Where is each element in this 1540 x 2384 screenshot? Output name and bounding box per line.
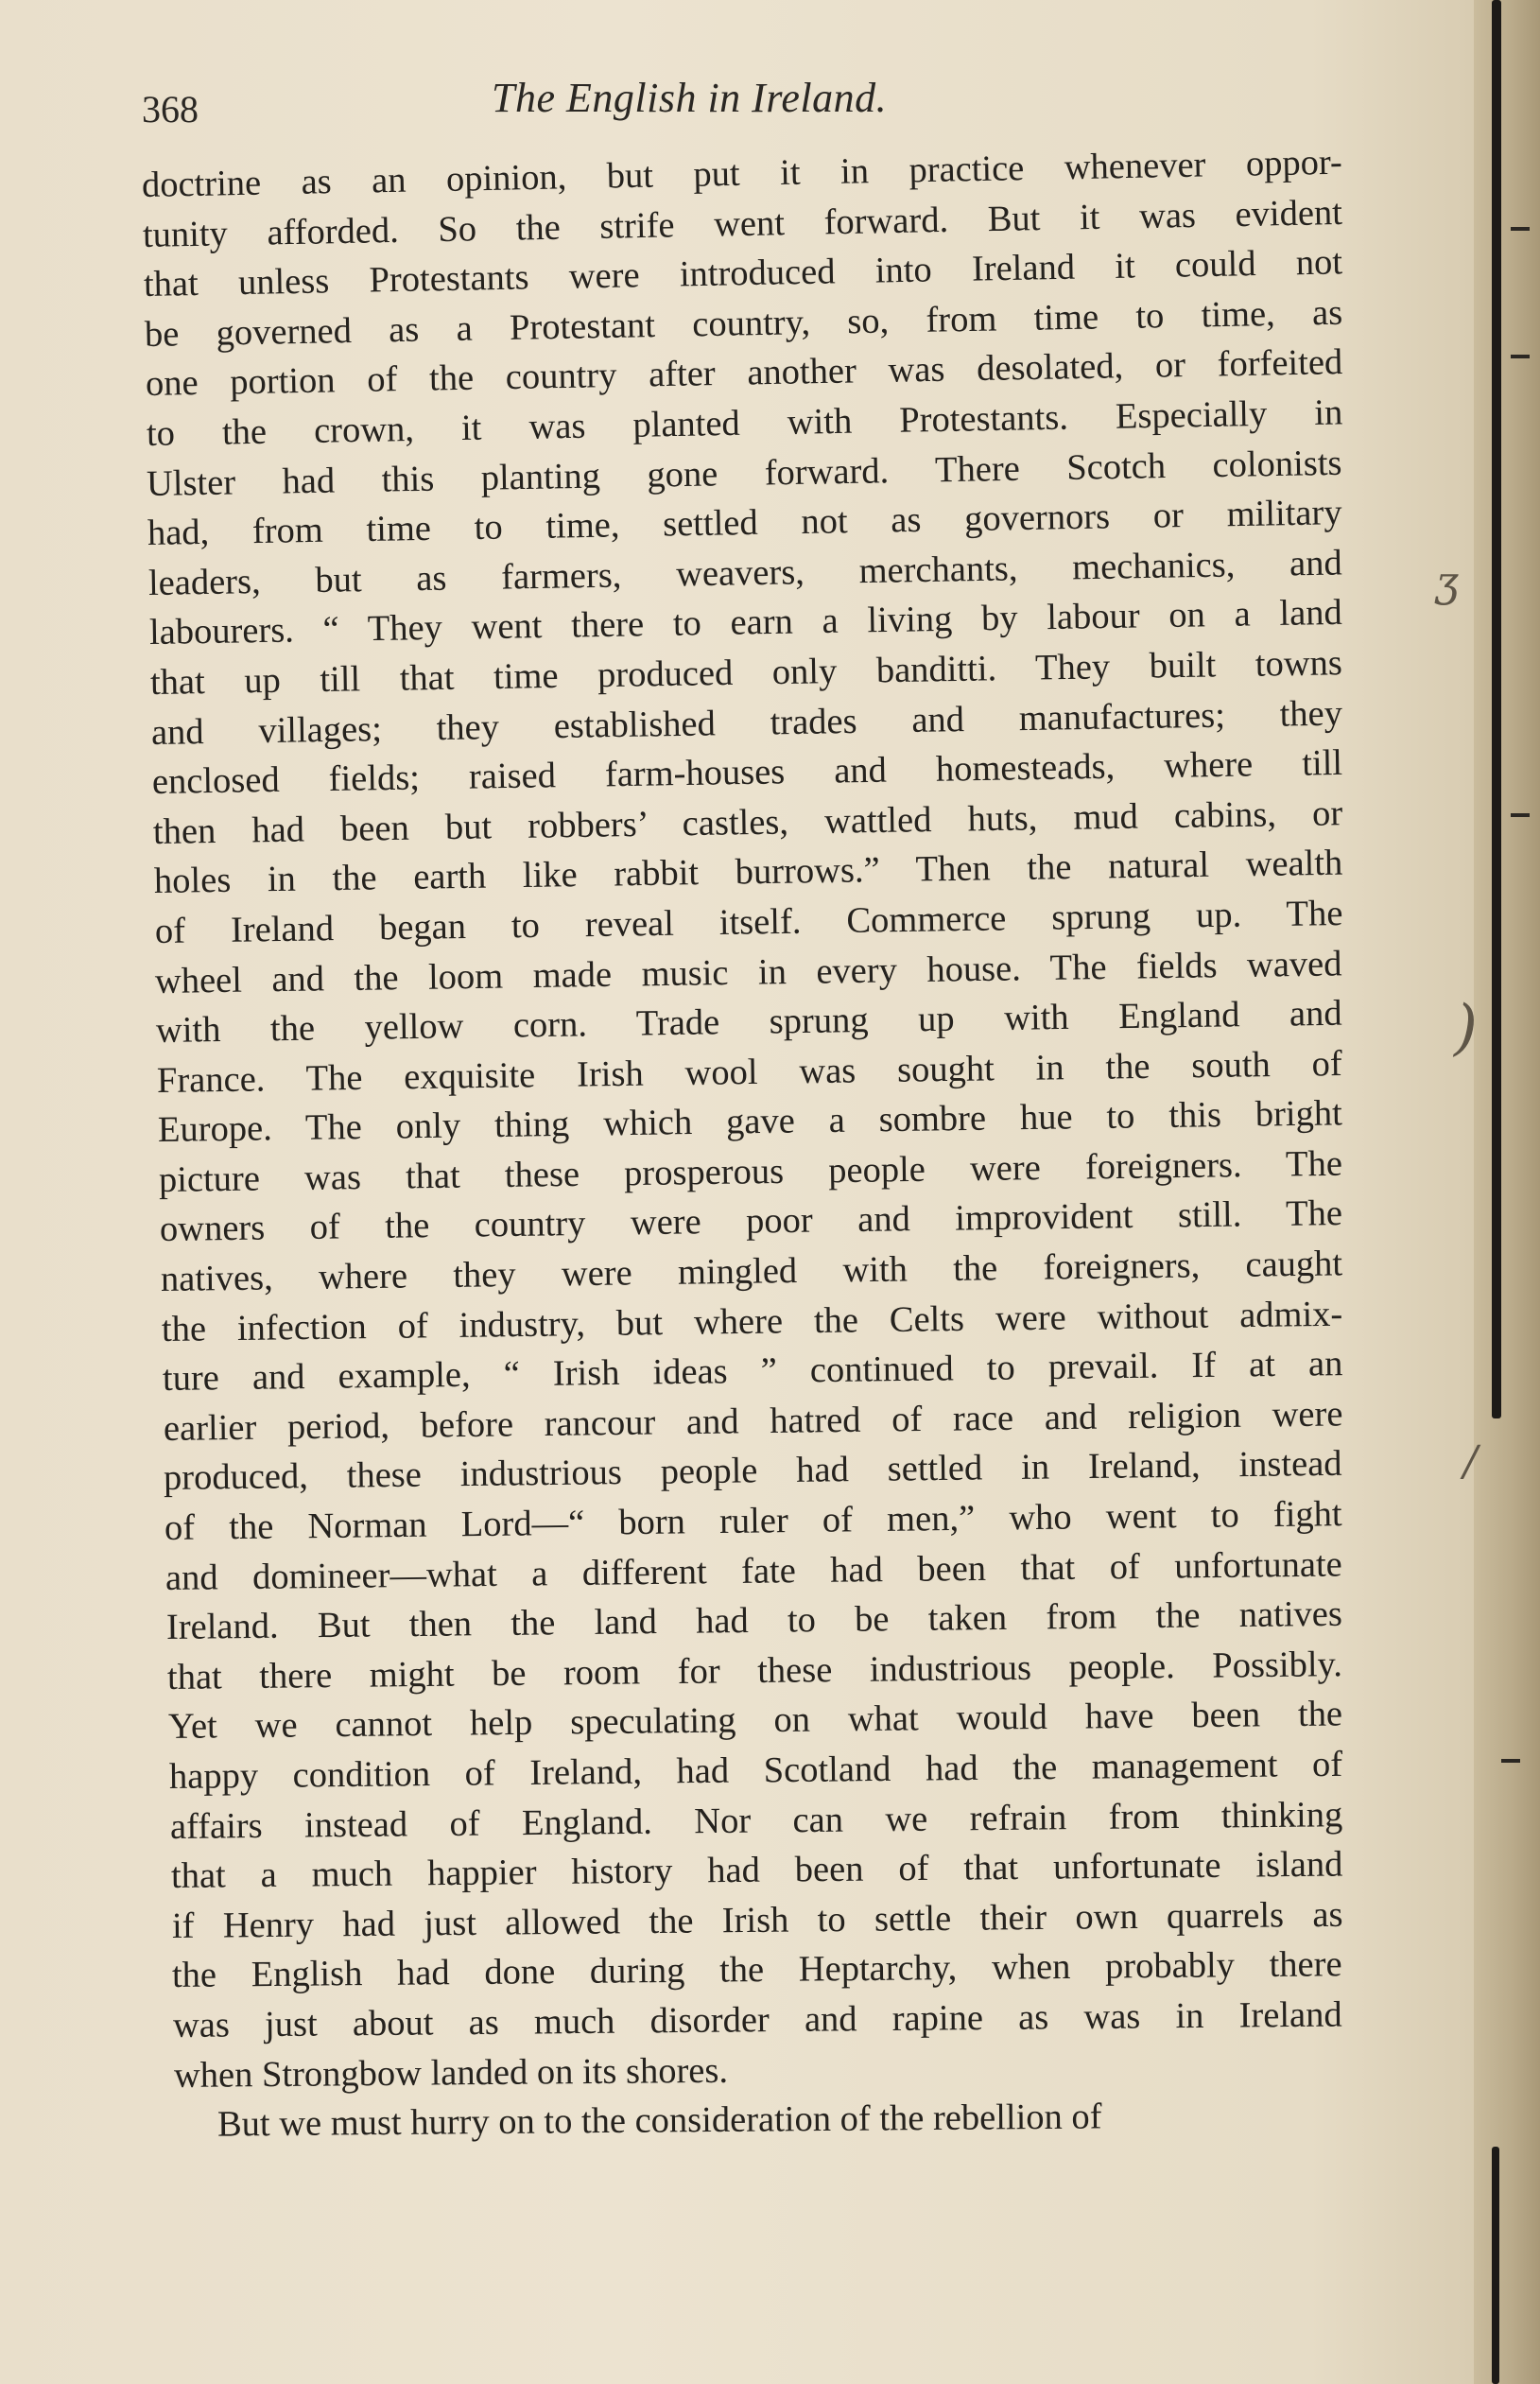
text-line: holes in the earth like rabbit burrows.” Then the natural wealth — [153, 843, 1343, 902]
text-line: that there might be room for these industrious people. Possibly. — [166, 1644, 1343, 1697]
text-line: affairs instead of England. Nor can we refrain from thinking — [169, 1794, 1343, 1847]
margin-mark: / — [1463, 1437, 1478, 1486]
text-line: that up till that time produced only banditti. They built towns — [149, 643, 1343, 703]
text-line: and domineer—what a different fate had been that of unfortunate — [164, 1544, 1343, 1598]
text-line: leaders, but as farmers, weavers, merchants, mechanics, and — [147, 543, 1343, 603]
binding-edge — [1474, 0, 1540, 2384]
page-number: 368 — [142, 88, 199, 131]
text-line: when Strongbow landed on its shores. — [173, 2050, 729, 2096]
spine-tick — [1511, 227, 1530, 231]
text-line: happy condition of Ireland, had Scotland had the management of — [168, 1744, 1343, 1797]
text-line: But we must hurry on to the consideration of the rebellion of — [216, 2097, 1102, 2145]
text-line: be governed as a Protestant country, so, from time to time, as — [144, 292, 1343, 355]
text-line: doctrine as an opinion, but put it in practice whenever oppor- — [141, 142, 1343, 205]
margin-mark: ʒ — [1435, 558, 1459, 606]
text-line: picture was that these prosperous people were foreigners. The — [158, 1143, 1343, 1200]
running-title: The English in Ireland. — [492, 75, 888, 121]
text-line: of Ireland began to reveal itself. Commerce sprung up. The — [154, 893, 1343, 951]
text-line: the infection of industry, but where the Celts were without admix- — [161, 1294, 1343, 1349]
text-line: natives, where they were mingled with the foreigners, caught — [160, 1244, 1343, 1300]
text-line: one portion of the country after another was desolated, or forfeited — [145, 342, 1343, 405]
text-line: was just about as much disorder and rapine as was in Ireland — [173, 1994, 1343, 2045]
text-line: Europe. The only thing which gave a sombre hue to this bright — [157, 1093, 1343, 1151]
text-line: to the crown, it was planted with Protestants. Especially in — [146, 392, 1343, 454]
text-line: had, from time to time, settled not as governors or military — [147, 493, 1343, 554]
spine-tick — [1501, 1759, 1520, 1763]
text-line: ture and example, “ Irish ideas ” continued to prevail. If at an — [162, 1344, 1343, 1400]
text-line: owners of the country were poor and improvident still. The — [159, 1193, 1343, 1250]
text-line: and villages; they established trades and manufactures; they — [150, 693, 1343, 753]
binding-line — [1492, 0, 1501, 1418]
margin-mark: ) — [1454, 993, 1478, 1063]
text-line: labourers. “ They went there to earn a living by labour on a land — [148, 593, 1343, 653]
spine-tick — [1511, 355, 1530, 358]
page-header — [132, 66, 1342, 142]
text-line: enclosed fields; raised farm-houses and homesteads, where till — [151, 743, 1343, 803]
text-line: Ulster had this planting gone forward. There Scotch colonists — [147, 443, 1343, 504]
text-line: the English had done during the Heptarchy, when probably there — [172, 1944, 1343, 1996]
text-line: that a much happier history had been of that unfortunate island — [170, 1844, 1343, 1897]
text-line: wheel and the loom made music in every house. The fields waved — [155, 943, 1343, 1001]
text-line: Ireland. But then the land had to be taken from the natives — [165, 1594, 1343, 1648]
binding-line-lower — [1492, 2147, 1499, 2384]
text-line: with the yellow corn. Trade sprung up with England and — [155, 993, 1343, 1052]
body-text — [141, 142, 1343, 2150]
text-line: that unless Protestants were introduced into Ireland it could not — [143, 242, 1343, 305]
text-line: if Henry had just allowed the Irish to settle their own quarrels as — [171, 1894, 1343, 1946]
text-line: France. The exquisite Irish wool was sought in the south of — [156, 1043, 1343, 1101]
spine-tick — [1511, 813, 1530, 817]
text-line: then had been but robbers’ castles, wattled huts, mud cabins, or — [152, 792, 1343, 852]
text-line: of the Norman Lord—“ born ruler of men,” who went to fight — [164, 1494, 1343, 1549]
text-line: Yet we cannot help speculating on what would have been the — [167, 1694, 1343, 1748]
text-line: produced, these industrious people had settled in Ireland, instead — [164, 1444, 1343, 1499]
text-line: tunity afforded. So the strife went forward. But it was evident — [142, 192, 1343, 255]
text-line: earlier period, before rancour and hatred of race and religion were — [163, 1394, 1343, 1449]
